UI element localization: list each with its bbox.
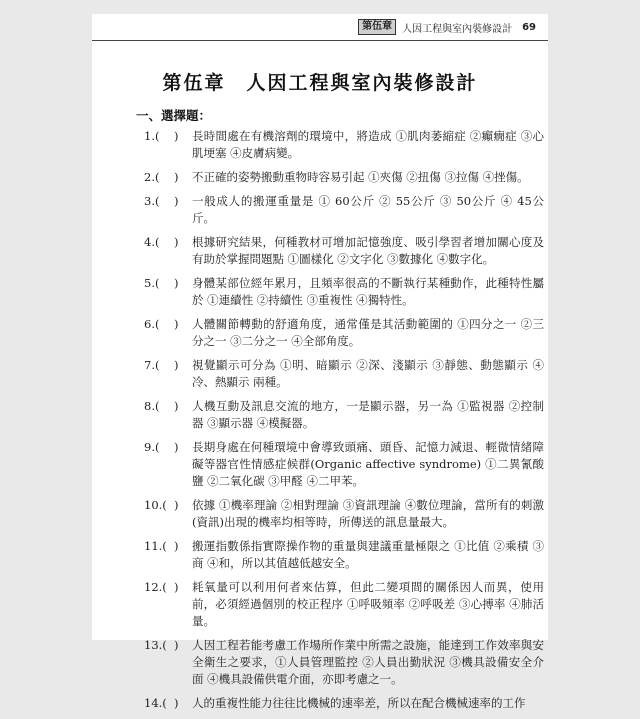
answer-blank: ) — [174, 194, 179, 208]
question-number: 12.( — [144, 580, 167, 594]
question-text: 一般成人的搬運重量是 ① 60公斤 ② 55公斤 ③ 50公斤 ④ 45公斤。 — [192, 194, 544, 225]
question-number: 8.( — [144, 399, 160, 413]
section-heading: 一、選擇題： — [136, 108, 212, 123]
question-item — [144, 695, 544, 712]
answer-blank: ) — [174, 358, 179, 372]
running-header — [92, 14, 548, 40]
question-item — [144, 275, 544, 309]
answer-blank: ) — [174, 317, 179, 331]
answer-blank: ) — [174, 638, 179, 652]
header-rule — [92, 40, 548, 41]
question-number: 13.( — [144, 638, 167, 652]
question-number: 6.( — [144, 317, 160, 331]
question-text: 搬運指數係指實際操作物的重量與建議重量極限之 ①比值 ②乘積 ③商 ④和，所以其值越低越安全。 — [192, 539, 544, 570]
question-item — [144, 234, 544, 268]
question-number: 5.( — [144, 276, 160, 290]
question-item — [144, 497, 544, 531]
answer-blank: ) — [174, 129, 179, 143]
question-text: 人因工程若能考慮工作場所作業中所需之設施，能達到工作效率與安全衛生之要求，①人員管理監控 ②人員出勤狀況 ③機具設備安全介面 ④機具設備供電介面，亦即考慮之一。 — [192, 638, 544, 686]
question-item — [144, 439, 544, 490]
question-item — [144, 193, 544, 227]
question-item — [144, 637, 544, 688]
question-number: 7.( — [144, 358, 160, 372]
answer-blank: ) — [174, 498, 179, 512]
question-text: 長時間處在有機溶劑的環境中，將造成 ①肌肉萎縮症 ②癲癇症 ③心肌埂塞 ④皮膚病變。 — [192, 129, 544, 160]
question-item — [144, 538, 544, 572]
answer-blank: ) — [174, 539, 179, 553]
book-page — [92, 14, 548, 710]
question-text: 依據 ①機率理論 ②相對理論 ③資訊理論 ④數位理論，當所有的刺激(資訊)出現的機率均相等時，所傳送的訊息量最大。 — [192, 498, 544, 529]
question-number: 3.( — [144, 194, 160, 208]
question-text: 人的重複性能力往往比機械的速率差，所以在配合機械速率的工作 — [192, 696, 526, 710]
question-number: 14.( — [144, 696, 167, 710]
question-list — [144, 128, 544, 719]
chapter-title: 第伍章 人因工程與室內裝修設計 — [162, 72, 478, 94]
question-item — [144, 316, 544, 350]
question-item — [144, 169, 544, 186]
answer-blank: ) — [174, 580, 179, 594]
answer-blank: ) — [174, 440, 179, 454]
answer-blank: ) — [174, 235, 179, 249]
answer-blank: ) — [174, 696, 179, 710]
answer-blank: ) — [174, 276, 179, 290]
question-text: 不正確的姿勢搬動重物時容易引起 ①夾傷 ②扭傷 ③拉傷 ④挫傷。 — [192, 170, 529, 184]
question-item — [144, 128, 544, 162]
question-number: 11.( — [144, 539, 167, 553]
question-text: 根據研究結果，何種教材可增加記憶強度、吸引學習者增加關心度及有助於掌握問題點 ①圖樣化 ②文字化 ③數據化 ④數字化。 — [192, 235, 544, 266]
question-item — [144, 357, 544, 391]
question-number: 9.( — [144, 440, 160, 454]
question-text: 人體關節轉動的舒適角度，通常僅是其活動範圍的 ①四分之一 ②三分之一 ③二分之一 ④全部角度。 — [192, 317, 544, 348]
question-item — [144, 579, 544, 630]
answer-blank: ) — [174, 170, 179, 184]
question-text: 耗氧量可以利用何者來估算，但此二變項間的關係因人而異，使用前，必須經過個別的校正程序 ①呼吸頻率 ②呼吸差 ③心搏率 ④肺活量。 — [192, 580, 544, 628]
question-number: 4.( — [144, 235, 160, 249]
question-text: 長期身處在何種環境中會導致頭痛、頭昏、記憶力減退、輕微情緒障礙等器官性情感症候群(Organic affective syndrome) ①二異氰酸鹽 ②二氧化碳 ③甲醛 ④二甲苯。 — [192, 440, 544, 488]
question-text: 人機互動及訊息交流的地方，一是顯示器，另一為 ①監視器 ②控制器 ③顯示器 ④模擬器。 — [192, 399, 544, 430]
answer-blank: ) — [174, 399, 179, 413]
question-text: 視覺顯示可分為 ①明、暗顯示 ②深、淺顯示 ③靜態、動態顯示 ④冷、熱顯示 兩種。 — [192, 358, 544, 389]
header-title: 人因工程與室內裝修設計 — [402, 23, 513, 35]
question-number: 10.( — [144, 498, 167, 512]
question-number: 1.( — [144, 129, 160, 143]
question-number: 2.( — [144, 170, 160, 184]
question-text: 身體某部位經年累月，且頻率很高的不斷執行某種動作，此種特性屬於 ①連續性 ②持續性 ③重複性 ④獨特性。 — [192, 276, 544, 307]
page-number: 69 — [522, 21, 536, 33]
chapter-tag: 第伍章 — [358, 19, 396, 35]
question-item — [144, 398, 544, 432]
